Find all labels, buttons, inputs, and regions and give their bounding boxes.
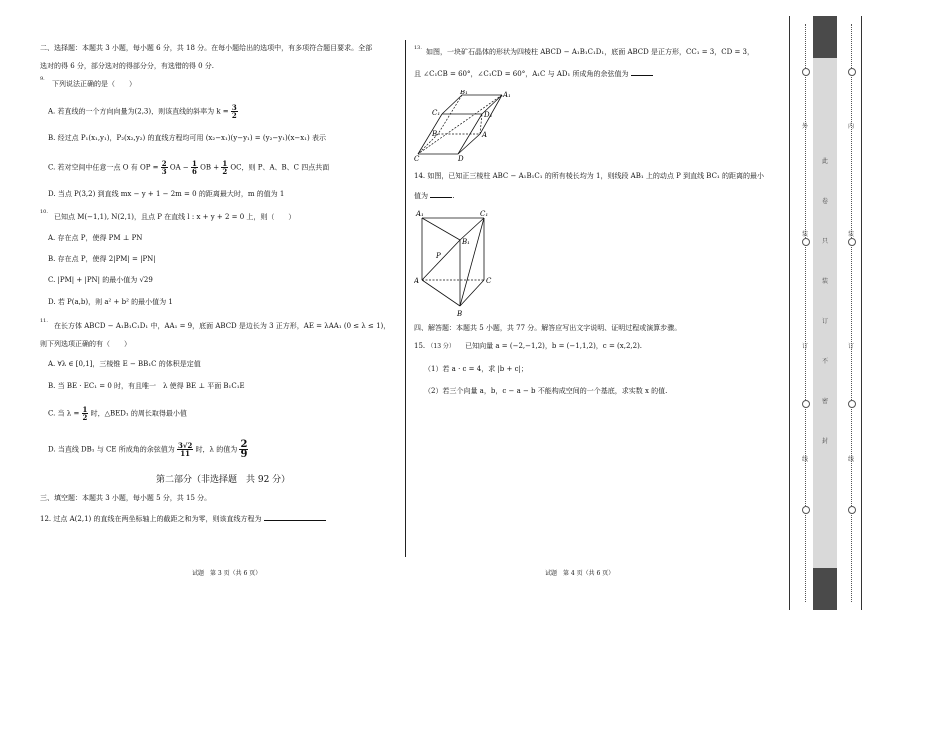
label-c: C bbox=[486, 277, 492, 285]
q14-answer-blank[interactable] bbox=[430, 193, 452, 198]
outer-seal-line bbox=[805, 24, 806, 602]
binding-outer-char: 线 bbox=[802, 456, 809, 463]
q9-option-c-mid2: OB + bbox=[200, 163, 220, 172]
section4-intro: 四、解答题：本题共 5 小题，共 77 分。解答应写出文字说明、证明过程或演算步骤。 bbox=[414, 324, 682, 332]
frac-num: 1 bbox=[191, 159, 197, 168]
label-c: C bbox=[414, 155, 420, 162]
frac-den: 11 bbox=[180, 449, 191, 458]
seg-a-b1 bbox=[422, 240, 460, 280]
inner-seal-line bbox=[851, 24, 852, 602]
binding-edge-right bbox=[861, 16, 862, 610]
binding-inner-char: 封 bbox=[822, 438, 829, 445]
binding-inner-side-char: 内 bbox=[848, 123, 855, 130]
section3-intro: 三、填空题：本题共 3 小题，每小题 5 分，共 15 分。 bbox=[40, 494, 212, 502]
q11-option-c bbox=[48, 406, 187, 421]
q9-option-c-post: OC，则 P、A、B、C 四点共面 bbox=[230, 163, 330, 172]
frac-den: 6 bbox=[191, 167, 197, 176]
label-a1: A₁ bbox=[416, 210, 424, 218]
binding-inner-side-char: 装 bbox=[848, 231, 855, 238]
frac-num: 2 bbox=[161, 159, 167, 168]
frac-den: 2 bbox=[82, 413, 88, 422]
binding-inner-char: 装 bbox=[822, 278, 829, 285]
binding-gray-band bbox=[813, 16, 837, 610]
part2-title: 第二部分（非选择题 共 92 分） bbox=[156, 475, 291, 485]
binding-inner-side-char: 订 bbox=[848, 343, 855, 350]
q11-stem-cont: 则下列选项正确的有（ ） bbox=[40, 340, 131, 348]
frac-num: 3√2 bbox=[177, 441, 193, 450]
frac-1-6 bbox=[191, 160, 198, 175]
label-c1: C₁ bbox=[480, 210, 489, 218]
q11-option-c-post: 时，△BED₁ 的周长取得最小值 bbox=[90, 409, 187, 418]
label-c1: C₁ bbox=[432, 109, 441, 117]
column-divider bbox=[405, 40, 406, 557]
label-a: A bbox=[482, 131, 488, 139]
q13-line1: 如图，一块矿石晶体的形状为四棱柱 ABCD − A₁B₁C₁D₁，底面 ABCD 是正方形，CC₁ = 3，CD = 3， bbox=[426, 48, 755, 56]
q9-option-c-mid1: OA − bbox=[169, 163, 189, 172]
frac-1-2 bbox=[221, 160, 228, 175]
edge-a-b bbox=[422, 280, 460, 306]
q13-line2-text: 且 ∠C₁CB = 60°，∠C₁CD = 60°，A₁C 与 AD₁ 所成角的余弦值为 bbox=[414, 70, 629, 78]
frac-den: 3 bbox=[161, 167, 167, 176]
frac-num: 2 bbox=[240, 439, 248, 450]
q10-option-b: B. 存在点 P，使得 2|PM| = |PN| bbox=[48, 255, 156, 263]
q13-figure bbox=[414, 90, 514, 162]
binding-hole bbox=[802, 506, 810, 514]
q10-option-d: D. 若 P(a,b)，则 a² + b² 的最小值为 1 bbox=[48, 298, 173, 306]
edge-d-a bbox=[458, 134, 480, 154]
q11-option-d-mid: 时，λ 的值为 bbox=[195, 445, 238, 454]
label-b: B bbox=[457, 310, 463, 318]
frac-den: 9 bbox=[240, 449, 248, 460]
binding-dark-top bbox=[813, 16, 837, 58]
q15-part1: （1）若 a · c = 4，求 |b + c|； bbox=[424, 365, 528, 373]
q13-answer-blank[interactable] bbox=[631, 71, 653, 76]
label-d1: D₁ bbox=[484, 111, 493, 119]
q10-option-c: C. |PM| + |PN| 的最小值为 √29 bbox=[48, 276, 153, 284]
q10-stem: 已知点 M(−1,1), N(2,1)，且点 P 在直线 l : x + y + 2 = 0 上，则（ ） bbox=[54, 213, 296, 221]
q11-option-b: B. 当 BE · EC₁ = 0 时，有且唯一 λ 使得 BE ⊥ 平面 B₁C₁E bbox=[48, 382, 245, 390]
q9-option-b: B. 经过点 P₁(x₁,y₁)，P₂(x₂,y₂) 的直线方程均可用 (x₂−x₁)(y−y₁) = (y₂−y₁)(x−x₁) 表示 bbox=[48, 134, 327, 142]
binding-hole bbox=[848, 238, 856, 246]
label-b1: B₁ bbox=[462, 238, 470, 246]
q15-header bbox=[414, 342, 642, 351]
q9-stem: 下列说法正确的是（ ） bbox=[52, 80, 136, 88]
frac-1-2 bbox=[82, 406, 89, 421]
binding-hole bbox=[848, 506, 856, 514]
binding-hole bbox=[848, 68, 856, 76]
q11-option-d-text: D. 当直线 DB₁ 与 CE 所成角的余弦值为 bbox=[48, 445, 175, 454]
q9-option-c-text: C. 若对空间中任意一点 O 有 OP = bbox=[48, 163, 159, 172]
q11-stem: 在长方体 ABCD − A₁B₁C₁D₁ 中，AA₁ = 9，底面 ABCD 是边长为 3 正方形，AE = λAA₁ (0 ≤ λ ≤ 1)， bbox=[54, 322, 391, 330]
q12-stem: 过点 A(2,1) 的直线在两坐标轴上的截距之和为零，则该直线方程为 bbox=[53, 515, 262, 523]
q12-number: 12. bbox=[40, 515, 52, 523]
q9-option-a-fraction bbox=[231, 104, 238, 119]
q15-stem: 已知向量 a = (−2,−1,2)，b = (−1,1,2)，c = (x,2,2). bbox=[465, 342, 643, 350]
frac-2-9 bbox=[239, 440, 248, 459]
footer-page-4: 试题 第 4 页（共 6 页） bbox=[545, 570, 615, 577]
frac-den: 2 bbox=[222, 167, 228, 176]
frac-num: 1 bbox=[82, 405, 88, 414]
q12-answer-blank[interactable] bbox=[264, 514, 326, 521]
frac-2-3 bbox=[161, 160, 168, 175]
q13-line2 bbox=[414, 70, 653, 79]
frac-num: 1 bbox=[222, 159, 228, 168]
binding-inner-side-char: 线 bbox=[848, 456, 855, 463]
label-b: B bbox=[432, 130, 438, 138]
binding-inner-char: 此 bbox=[822, 158, 829, 165]
frac-den: 2 bbox=[231, 111, 237, 120]
section2-intro: 二、选择题：本题共 3 小题，每小题 6 分，共 18 分。在每小题给出的选项中，有多项符合题目要求。全部 bbox=[40, 44, 373, 52]
binding-inner-char: 只 bbox=[822, 238, 829, 245]
q10-option-a: A. 存在点 P，使得 PM ⊥ PN bbox=[48, 234, 143, 242]
q12 bbox=[40, 514, 326, 524]
q15-score: （13 分） bbox=[427, 343, 455, 350]
frac-3sqrt2-11 bbox=[177, 442, 193, 457]
label-a1: A₁ bbox=[503, 91, 511, 99]
edge-b1-c1 bbox=[460, 218, 484, 240]
q9-option-d: D. 当点 P(3,2) 到直线 mx − y + 1 − 2m = 0 的距离最大时，m 的值为 1 bbox=[48, 190, 285, 198]
frac-num: 3 bbox=[231, 103, 237, 112]
binding-inner-char: 订 bbox=[822, 318, 829, 325]
section2-intro-cont: 选对的得 6 分，部分选对的得部分分，有选错的得 0 分. bbox=[40, 62, 215, 70]
binding-hole bbox=[802, 238, 810, 246]
q9-option-c bbox=[48, 160, 329, 175]
q15-number: 15. bbox=[414, 342, 426, 350]
q15-part2: （2）若三个向量 a，b，c − a − b 不能构成空间的一个基底，求实数 x 的值. bbox=[424, 387, 668, 395]
q11-option-a: A. ∀λ ∈ [0,1]，三棱锥 E − BB₁C 的体积是定值 bbox=[48, 360, 201, 368]
q11-option-d bbox=[48, 440, 248, 459]
binding-outer-char: 装 bbox=[802, 231, 809, 238]
q10-number: 10. bbox=[40, 209, 48, 215]
binding-dark-bottom bbox=[813, 568, 837, 610]
diag-a1-c bbox=[418, 95, 502, 154]
footer-page-3: 试题 第 3 页（共 6 页） bbox=[192, 570, 262, 577]
binding-inner-char: 密 bbox=[822, 398, 829, 405]
edge-a1-b1 bbox=[422, 218, 460, 240]
label-a: A bbox=[414, 277, 420, 285]
label-b1: B₁ bbox=[460, 90, 468, 96]
binding-outer-char: 订 bbox=[802, 343, 809, 350]
q11-option-c-text: C. 当 λ = bbox=[48, 409, 80, 418]
label-p: P bbox=[436, 252, 441, 260]
binding-hole bbox=[848, 400, 856, 408]
binding-hole bbox=[802, 68, 810, 76]
q14-line2: 值为 . bbox=[414, 192, 455, 200]
binding-hole bbox=[802, 400, 810, 408]
q13-number: 13. bbox=[414, 45, 422, 51]
binding-outer-char: 外 bbox=[802, 123, 809, 130]
binding-inner-char: 不 bbox=[822, 358, 829, 365]
binding-inner-char: 卷 bbox=[822, 198, 829, 205]
q14-line2-text: 值为 bbox=[414, 192, 428, 200]
q14-line1: 14. 如图，已知正三棱柱 ABC − A₁B₁C₁ 的所有棱长均为 1，则线段 AB₁ 上的动点 P 到直线 BC₁ 的距离的最小 bbox=[414, 172, 764, 180]
label-d: D bbox=[458, 155, 464, 162]
q14-figure bbox=[414, 208, 499, 318]
q9-number: 9. bbox=[40, 76, 45, 82]
q9-option-a bbox=[48, 104, 238, 119]
binding-strip bbox=[789, 16, 862, 610]
q11-number: 11. bbox=[40, 318, 48, 324]
binding-edge-left bbox=[789, 16, 790, 610]
q9-option-a-text: A. 若直线的一个方向向量为(2,3)，则该直线的斜率为 k = bbox=[48, 107, 229, 116]
